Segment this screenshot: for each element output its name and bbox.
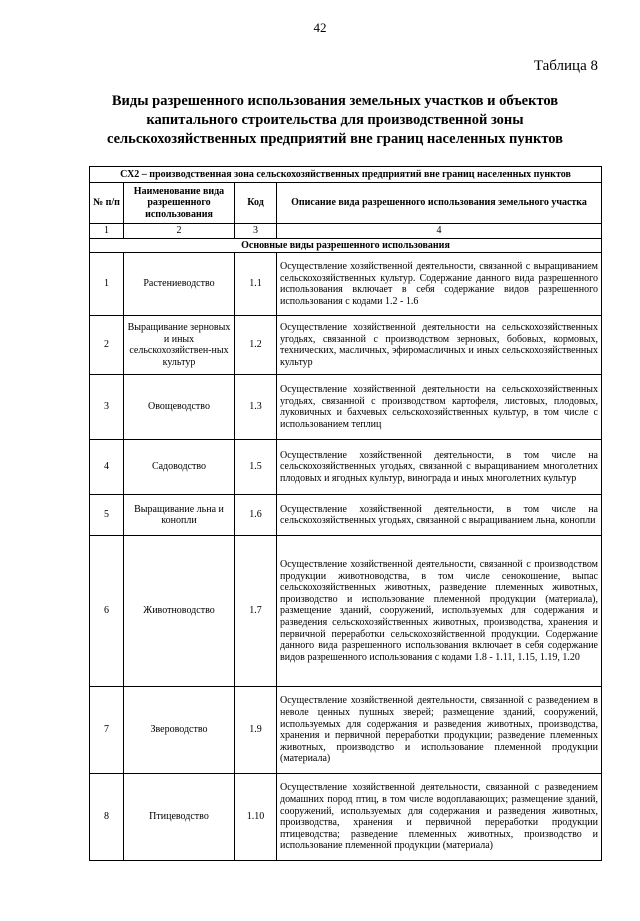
use-type-code: 1.5 (235, 440, 277, 495)
table-row (90, 687, 602, 774)
column-number: 4 (277, 224, 602, 239)
use-type-code: 1.2 (235, 316, 277, 375)
header-row (90, 183, 602, 224)
use-type-description: Осуществление хозяйственной деятельности на сельскохозяйственных угодьях, связанной с производством зерновых, бобовых, кормовых, технических, масличных, эфиромасличных и иных сельскохозяйственных культур (277, 316, 602, 375)
use-type-code: 1.1 (235, 253, 277, 316)
use-type-name: Выращивание льна и конопли (124, 495, 235, 536)
column-number: 1 (90, 224, 124, 239)
header-num: № п/п (90, 183, 124, 224)
row-number: 8 (90, 774, 124, 861)
row-number: 2 (90, 316, 124, 375)
header-name: Наименование вида разрешенного использования (124, 183, 235, 224)
use-type-code: 1.3 (235, 375, 277, 440)
column-number: 3 (235, 224, 277, 239)
table-row (90, 536, 602, 687)
use-type-description: Осуществление хозяйственной деятельности, в том числе на сельскохозяйственных угодьях, связанной с выращиванием многолетних плодовых и ягодных культур, винограда и иных многолетних культур (277, 440, 602, 495)
table-row (90, 316, 602, 375)
section-row (90, 238, 602, 253)
table-body (90, 253, 602, 861)
table-row (90, 440, 602, 495)
use-type-description: Осуществление хозяйственной деятельности на сельскохозяйственных угодьях, связанной с производством картофеля, листовых, плодовых, луковичных и бахчевых сельскохозяйственных культур, в том числе с использованием теплиц (277, 375, 602, 440)
header-code: Код (235, 183, 277, 224)
zone-header: СХ2 – производственная зона сельскохозяйственных предприятий вне границ населенных пунктов (90, 167, 602, 183)
page-number: 42 (313, 20, 327, 35)
row-number: 1 (90, 253, 124, 316)
use-type-description: Осуществление хозяйственной деятельности, связанной с производством продукции животноводства, в том числе сенокошение, выпас сельскохозяйственных животных, разведение племенных животных, производство и использование племенной продукции (материала), размещение зданий, сооружений, используемых для содержания и разведения сельскохозяйственных животных, производства, хранения и первичной переработки сельскохозяйственной продукции. Содержание данного вида разрешенного использования включает в себя содержание видов разрешенного использования с кодами 1.8 - 1.11, 1.15, 1.19, 1.20 (277, 536, 602, 687)
section-title: Основные виды разрешенного использования (90, 238, 602, 253)
use-type-name: Растениеводство (124, 253, 235, 316)
row-number: 4 (90, 440, 124, 495)
table-row (90, 495, 602, 536)
table-row (90, 253, 602, 316)
use-type-code: 1.10 (235, 774, 277, 861)
table-label: Таблица 8 (533, 58, 598, 74)
use-type-name: Звероводство (124, 687, 235, 774)
use-type-code: 1.6 (235, 495, 277, 536)
use-type-description: Осуществление хозяйственной деятельности, связанной с выращиванием сельскохозяйственных культур. Содержание данного вида разрешенного использования включает в себя содержание видов разрешенного использования с кодами 1.2 - 1.6 (277, 253, 602, 316)
use-type-name: Животноводство (124, 536, 235, 687)
use-type-description: Осуществление хозяйственной деятельности, связанной с разведением в неволе ценных пушных зверей; размещение зданий, сооружений, используемых для содержания и разведения животных, производства, хранения и первичной переработки продукции; разведение племенных животных, производство и использование племенной продукции (материала) (277, 687, 602, 774)
table-row (90, 774, 602, 861)
document-title: Виды разрешенного использования земельных участков и объектов капитального строительства для производственной зоны сельскохозяйственных предприятий вне границ населенных пунктов (106, 93, 564, 147)
table-row (90, 375, 602, 440)
row-number: 3 (90, 375, 124, 440)
use-type-description: Осуществление хозяйственной деятельности, связанной с разведением домашних пород птиц, в том числе водоплавающих; размещение зданий, сооружений, используемых для содержания и разведения животных, производства, хранения и первичной переработки продукции птицеводства; разведение племенных животных, производство и использование племенной продукции (материала) (277, 774, 602, 861)
use-type-description: Осуществление хозяйственной деятельности, в том числе на сельскохозяйственных угодьях, связанной с выращиванием льна, конопли (277, 495, 602, 536)
use-type-code: 1.9 (235, 687, 277, 774)
use-type-name: Садоводство (124, 440, 235, 495)
row-number: 6 (90, 536, 124, 687)
use-type-name: Овощеводство (124, 375, 235, 440)
header-desc: Описание вида разрешенного использования земельного участка (277, 183, 602, 224)
column-number: 2 (124, 224, 235, 239)
column-number-row (90, 224, 602, 239)
land-use-table (89, 166, 602, 861)
use-type-code: 1.7 (235, 536, 277, 687)
row-number: 5 (90, 495, 124, 536)
use-type-name: Птицеводство (124, 774, 235, 861)
row-number: 7 (90, 687, 124, 774)
use-type-name: Выращивание зерновых и иных сельскохозяйствен-ных культур (124, 316, 235, 375)
